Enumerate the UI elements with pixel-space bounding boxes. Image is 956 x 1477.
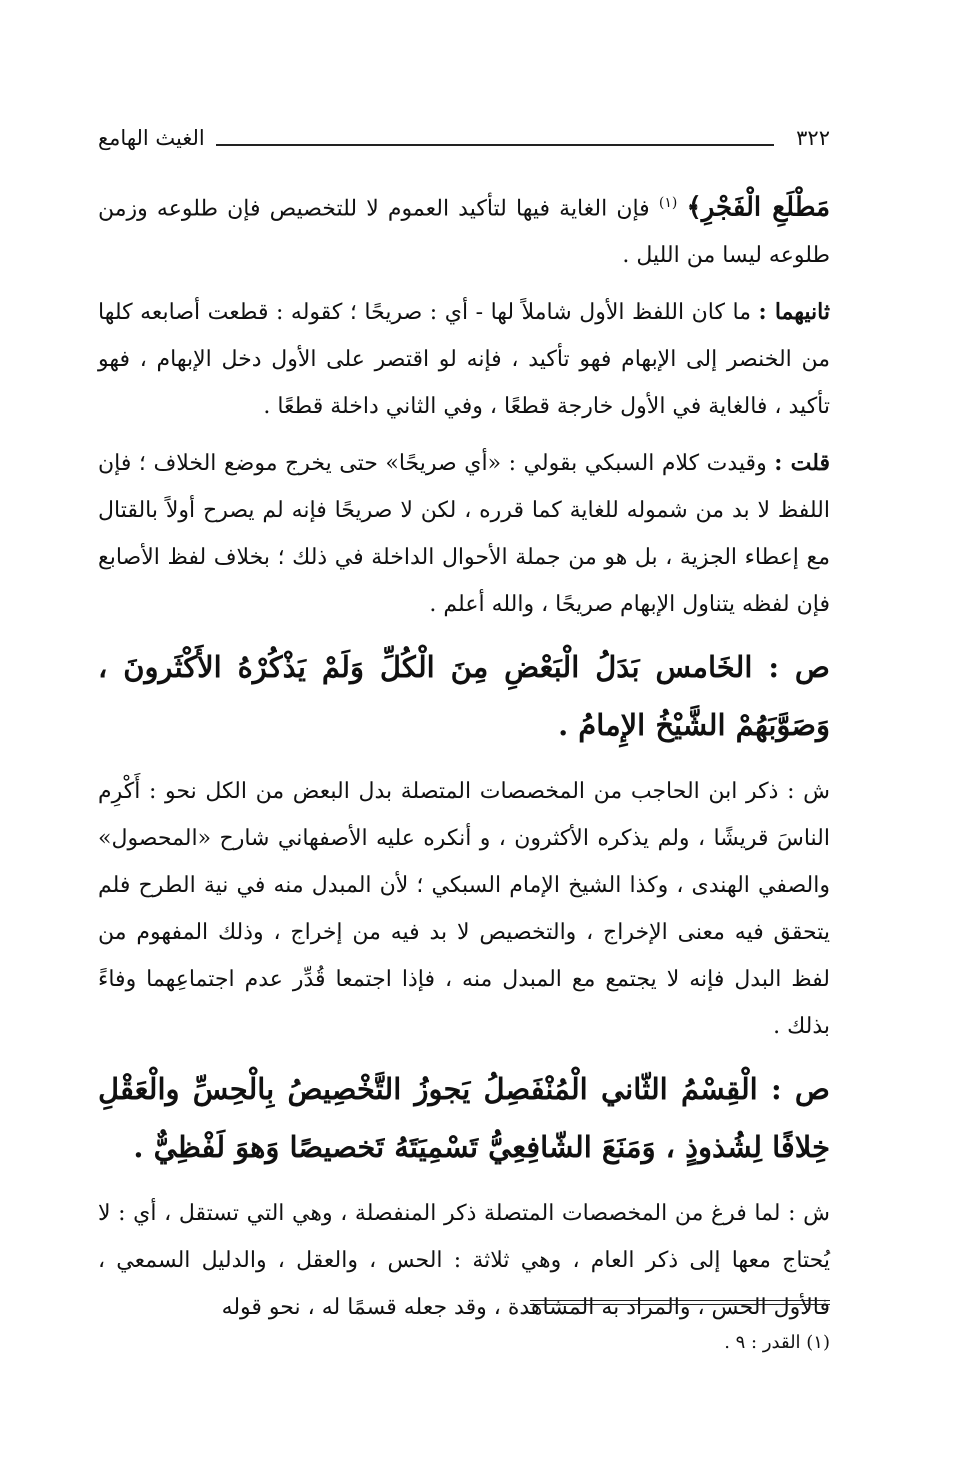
paragraph — [98, 289, 830, 430]
main-text — [98, 180, 830, 1341]
paragraph — [98, 180, 830, 279]
footnote-rule — [530, 1300, 830, 1305]
paragraph: ش : لما فرغ من المخصصات المتصلة ذكر المنفصلة ، وهي التي تستقل ، أي : لا يُحتاج معها إلى ذكر العام ، وهي ثلاثة : الحس ، والعقل ، والدليل السمعي ، فالأول الحس ، والمراد به المشاهدة ، وقد جعله قسمًا له ، نحو قوله — [98, 1201, 830, 1321]
matn-text: ص : الْقِسْمُ الثّاني الْمُنْفَصِلُ يَجوزُ التَّخْصِيصُ بِالْحِسِّ والْعَقْلِ خِلافًا لِشُذوذٍ ، وَمَنَعَ الشّافِعِيُّ تَسْمِيَتَهُ تَخصيصًا وَهوَ لَفْظِيٌّ . — [98, 1072, 830, 1165]
footnote: (١) القدر : ٩ . — [724, 1332, 830, 1353]
paragraph — [98, 440, 830, 628]
paragraph: ش : ذكر ابن الحاجب من المخصصات المتصلة بدل البعض من الكل نحو : أَكْرِم الناسَ قريشًا ، ولم يذكره الأكثرون ، و أنكره عليه الأصفهاني شارح «المحصول» والصفي الهندى ، وكذا الشيخ الإمام السبكي ؛ لأن المبدل منه في نية الطرح فلم يتحقق فيه معنى الإخراج ، والتخصيص لا بد فيه من إخراج ، وذلك المفهوم من لفظ البدل فإنه لا يجتمع مع المبدل منه ، فإذا اجتمعا قُدِّر عدم اجتماعِهما وفاءً بذلك . — [98, 779, 830, 1040]
quran-verse: مَطْلَعِ الْفَجْرِ﴾ — [686, 192, 831, 223]
page-number: ٣٢٢ — [796, 126, 830, 150]
document-page — [98, 0, 830, 1477]
footnote-reference: (١) — [658, 195, 678, 211]
page-header — [98, 118, 830, 162]
paragraph-lead: قلت : — [774, 450, 831, 477]
paragraph-text: فإن الغاية فيها لتأكيد العموم لا للتخصيص فإن طلوعه وزمن طلوعه ليسا من الليل . — [98, 196, 830, 269]
paragraph-text: وقيدت كلام السبكي بقولي : «أي صريحًا» حتى يخرج موضع الخلاف ؛ فإن اللفظ لا بد من شموله للغاية كما قرره ، لكن لا صريحًا فإنه لم يصرح أولاً بالقتال مع إعطاء الجزية ، بل هو من جملة الأحوال الداخلة في ذلك ؛ بخلاف لفظ الأصابع فإن لفظه يتناول الإبهام صريحًا ، والله أعلم . — [98, 451, 830, 618]
footnotes — [98, 1300, 830, 1355]
header-rule — [216, 144, 774, 146]
running-title: الغيث الهامع — [98, 126, 205, 150]
paragraph-text: ما كان اللفظ الأول شاملاً لها - أي : صريحًا ؛ كقوله : قطعت أصابعه كلها من الخنصر إلى الإبهام فهو تأكيد ، فإنه لو اقتصر على الأول دخل الإبهام ، فهو تأكيد ، فالغاية في الأول خارجة قطعًا ، وفي الثاني داخلة قطعًا . — [98, 300, 830, 420]
paragraph-lead: ثانيهما : — [758, 299, 830, 326]
matn-text: ص : الخَامس بَدَلُ الْبَعْضِ مِنَ الْكُلِّ وَلَمْ يَذْكُرْهُ الأَكْثَرونَ ، وَصَوَّبَهُمْ الشَّيْخُ الإِمامُ . — [98, 650, 830, 743]
